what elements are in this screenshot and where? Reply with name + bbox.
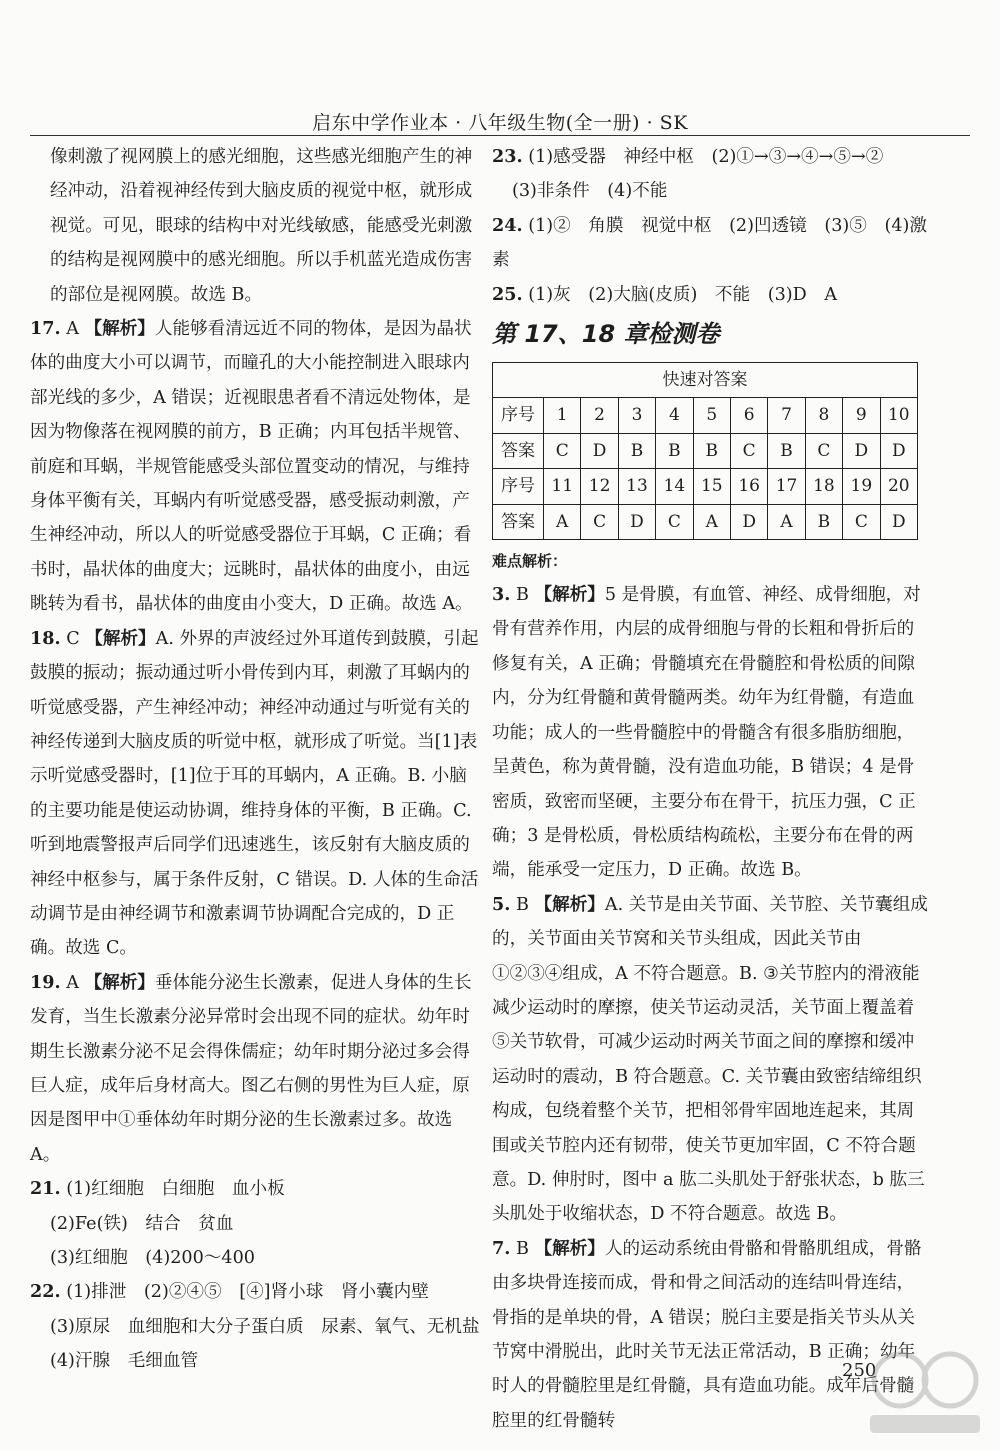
question-number-cell: 16: [730, 469, 767, 504]
answer-cell: C: [805, 433, 842, 468]
question-number-cell: 7: [768, 398, 805, 433]
question-number: 22.: [30, 1281, 61, 1303]
question-number-cell: 11: [544, 469, 581, 504]
answer-cell: D: [618, 504, 655, 539]
answer-line: (1)红细胞 白细胞 血小板: [66, 1179, 285, 1200]
question-number-cell: 20: [880, 469, 917, 504]
answer-line: (4)汗腺 毛细血管: [50, 1351, 199, 1372]
question-number-cell: 6: [730, 398, 767, 433]
answer-cell: C: [544, 433, 581, 468]
row-header: 答案: [493, 433, 544, 468]
question-number-cell: 14: [656, 469, 693, 504]
answer-letter: B: [515, 585, 529, 606]
analysis-item-5: [492, 888, 930, 1232]
answer-letter: C: [66, 628, 80, 649]
question-number-cell: 8: [805, 398, 842, 433]
analysis-tag: 【解析】: [534, 893, 605, 915]
question-number-cell: 15: [693, 469, 730, 504]
analysis-text: A. 外界的声波经过外耳道传到鼓膜，引起鼓膜的振动；振动通过听小骨传到内耳，刺激了耳蜗内的听觉感受器，产生神经冲动；神经冲动通过与听觉有关的神经传递到大脑皮质的听觉中枢，就形成了听觉。当[1]表示听觉感受器时，[1]位于耳的耳蜗内，A 正确。B. 小脑的主要功能是使运动协调，维持身体的平衡，B 正确。C. 听到地震警报声后同学们迅速逃生，该反射有大脑皮质的神经中枢参与，属于条件反射，C 错误。D. 人体的生命活动调节是由神经调节和激素调节协调配合完成的，D 正确。故选 C。: [30, 628, 479, 959]
analysis-tag: 【解析】: [534, 584, 605, 606]
table-row: [493, 504, 918, 539]
question-number: 25.: [492, 283, 523, 305]
question-number-cell: 10: [880, 398, 917, 433]
answer-cell: C: [730, 433, 767, 468]
answer-line: (1)② 角膜 视觉中枢 (2)凹透镜 (3)⑤ (4)激素: [492, 215, 927, 271]
analysis-text: 人的运动系统由骨骼和骨骼肌组成，骨骼由多块骨连接而成，骨和骨之间活动的连结叫骨连结，骨指的是单块的骨，A 错误；脱臼主要是指关节头从关节窝中滑脱出，此时关节无法正常活动，B 正确；幼年时人的骨髓腔里是红骨髓，具有造血功能。成年后骨髓腔里的红骨髓转: [492, 1238, 922, 1431]
answer-item-25: [492, 278, 930, 312]
section-title: 第 17、18 章检测卷: [492, 320, 720, 349]
question-number: 19.: [30, 971, 61, 993]
header-divider: [30, 135, 970, 136]
question-number-cell: 18: [805, 469, 842, 504]
question-number-cell: 17: [768, 469, 805, 504]
question-number: 23.: [492, 146, 523, 167]
table-row: [493, 398, 918, 433]
question-number-cell: 3: [618, 398, 655, 433]
answer-item-18: [30, 622, 482, 966]
answer-cell: B: [693, 433, 730, 468]
answer-item-24: [492, 209, 930, 278]
question-number: 7.: [492, 1237, 511, 1259]
question-number: 3.: [492, 584, 511, 606]
answer-cell: D: [730, 504, 767, 539]
page-header: 启东中学作业本 · 八年级生物(全一册) · SK: [312, 112, 688, 134]
analysis-item-3: [492, 578, 930, 888]
table-row: [493, 469, 918, 504]
row-header: 答案: [493, 504, 544, 539]
analysis-text: 垂体能分泌生长激素，促进人身体的生长发育，当生长激素分泌异常时会出现不同的症状。幼年时期生长激素分泌不足会得侏儒症；幼年时期分泌过多会得巨人症，成年后身材高大。图乙右侧的男性为巨人症，原因是图甲中①垂体幼年时期分泌的生长激素过多。故选 A。: [30, 972, 472, 1165]
answer-cell: C: [656, 504, 693, 539]
answer-cell: D: [880, 504, 917, 539]
answer-cell: A: [544, 504, 581, 539]
watermark-logo-icon: [860, 1340, 990, 1440]
page-number: 250: [842, 1360, 877, 1381]
table-row: [493, 433, 918, 468]
answer-cell: B: [768, 433, 805, 468]
analysis-text: A. 关节是由关节面、关节腔、关节囊组成的，关节面由关节窝和关节头组成，因此关节由①②③④组成，A 不符合题意。B. ③关节腔内的滑液能减少运动时的摩擦，使关节运动灵活，关节面上覆盖着⑤关节软骨，可减少运动时两关节面之间的摩擦和缓冲运动时的震动，B 符合题意。C. 关节囊由致密结缔组织构成，包绕着整个关节，把相邻骨牢固地连起来，其周围或关节腔内还有韧带，使关节更加牢固，C 不符合题意。D. 伸肘时，图中 a 肱二头肌处于舒张状态，b 肱三头肌处于收缩状态，D 不符合题意。故选 B。: [492, 894, 928, 1225]
question-number-cell: 2: [581, 398, 618, 433]
answer-cell: C: [843, 504, 880, 539]
answer-item-21: [30, 1172, 482, 1275]
answer-cell: A: [768, 504, 805, 539]
question-number-cell: 19: [843, 469, 880, 504]
question-number-cell: 9: [843, 398, 880, 433]
question-number-cell: 1: [544, 398, 581, 433]
answer-cell: B: [656, 433, 693, 468]
question-number: 5.: [492, 893, 511, 915]
row-header: 序号: [493, 469, 544, 504]
right-column: [492, 140, 930, 1438]
answer-line: (1)感受器 神经中枢 (2)①→③→④→⑤→②: [528, 147, 884, 167]
question-number-cell: 12: [581, 469, 618, 504]
question-number-cell: 5: [693, 398, 730, 433]
answer-cell: D: [880, 433, 917, 468]
answer-letter: B: [515, 894, 529, 915]
answer-line: (3)原尿 血细胞和大分子蛋白质 尿素、氧气、无机盐: [50, 1316, 480, 1337]
answer-line: (1)排泄 (2)②④⑤ [④]肾小球 肾小囊内壁: [66, 1282, 429, 1303]
answer-cell: B: [618, 433, 655, 468]
analysis-text: 5 是骨膜，有血管、神经、成骨细胞，对骨有营养作用，内层的成骨细胞与骨的长粗和骨折后的修复有关，A 正确；骨髓填充在骨髓腔和骨松质的间隙内，分为红骨髓和黄骨髓两类。幼年为红骨髓，有造血功能；成人的一些骨髓腔中的骨髓含有很多脂肪细胞，呈黄色，称为黄骨髓，没有造血功能，B 错误；4 是骨密质，致密而坚硬，主要分布在骨干，抗压力强，C 正确；3 是骨松质，骨松质结构疏松，主要分布在骨的两端，能承受一定压力，D 正确。故选 B。: [492, 585, 921, 881]
answer-cell: B: [805, 504, 842, 539]
analysis-tag: 【解析】: [534, 1237, 605, 1259]
question-number: 21.: [30, 1178, 61, 1200]
answer-table: [492, 362, 918, 540]
analysis-tag: 【解析】: [85, 627, 156, 649]
analysis-tag: 【解析】: [84, 971, 155, 993]
answer-item-23: [492, 140, 930, 209]
table-caption: 快速对答案: [493, 363, 918, 398]
left-column: [30, 140, 482, 1379]
question-number-cell: 13: [618, 469, 655, 504]
answer-cell: A: [693, 504, 730, 539]
question-number: 17.: [30, 318, 61, 340]
answer-line: (2)Fe(铁) 结合 贫血: [50, 1213, 234, 1234]
analysis-text: 人能够看清远近不同的物体，是因为晶状体的曲度大小可以调节，而瞳孔的大小能控制进入眼球内部光线的多少，A 错误；近视眼患者看不清远处物体，是因为物像落在视网膜的前方，B 正确；内耳包括半规管、前庭和耳蜗，半规管能感受头部位置变动的情况，与维持身体平衡有关，耳蜗内有听觉感受器，感受振动刺激，产生神经冲动，所以人的听觉感受器位于耳蜗，C 正确；看书时，晶状体的曲度大；远眺时，晶状体的曲度小，由远眺转为看书，晶状体的曲度由小变大，D 正确。故选 A。: [30, 319, 473, 615]
question-number: 24.: [492, 214, 523, 236]
row-header: 序号: [493, 398, 544, 433]
difficult-analysis-label: 难点解析：: [492, 552, 568, 571]
answer-letter: B: [515, 1238, 529, 1259]
answer-item-17: [30, 312, 482, 622]
answer-cell: C: [581, 504, 618, 539]
answer-item-22: [30, 1275, 482, 1378]
answer-letter: A: [66, 319, 79, 340]
answer-cell: D: [581, 433, 618, 468]
answer-cell: D: [843, 433, 880, 468]
answer-letter: A: [66, 972, 79, 993]
answer-paragraph-continued: 像刺激了视网膜上的感光细胞，这些感光细胞产生的神经冲动，沿着视神经传到大脑皮质的视觉中枢，就形成视觉。可见，眼球的结构中对光线敏感，能感受光刺激的结构是视网膜中的感光细胞。所以手机蓝光造成伤害的部位是视网膜。故选 B。: [50, 147, 473, 305]
analysis-tag: 【解析】: [84, 318, 155, 340]
answer-line: (3)红细胞 (4)200～400: [50, 1248, 255, 1268]
answer-line: (3)非条件 (4)不能: [512, 181, 668, 202]
answer-item-19: [30, 966, 482, 1172]
answer-line: (1)灰 (2)大脑(皮质) 不能 (3)D A: [528, 284, 838, 305]
question-number-cell: 4: [656, 398, 693, 433]
question-number: 18.: [30, 627, 61, 649]
